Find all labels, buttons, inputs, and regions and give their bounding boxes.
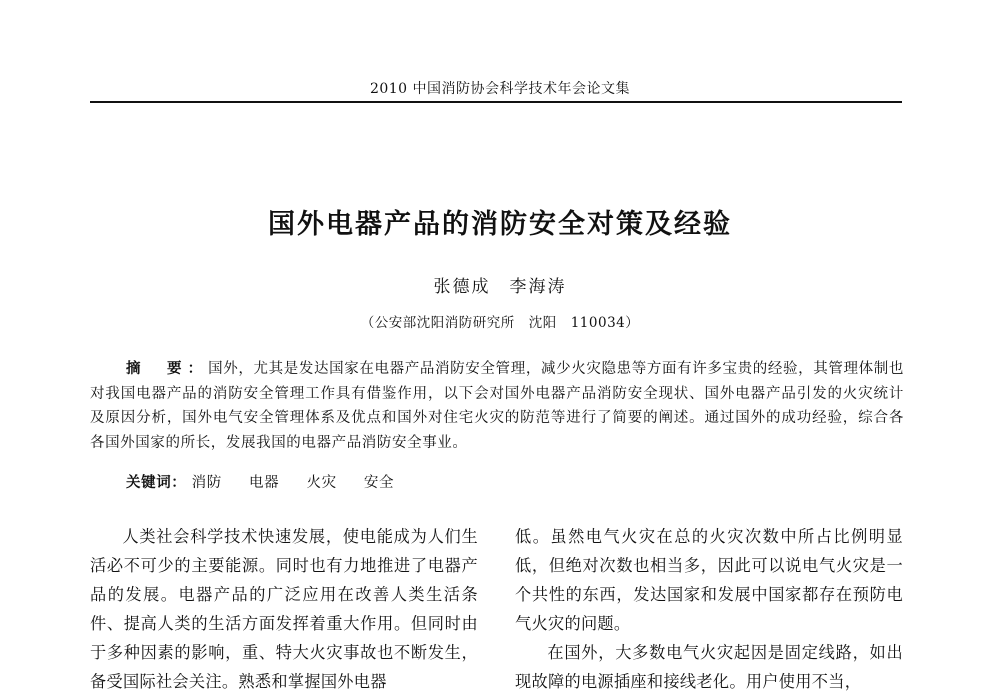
body-paragraph: 在国外，大多数电气火灾起因是固定线路，如出现故障的电源插座和接线老化。用户使用不当，	[515, 643, 903, 691]
paper-affiliation: （公安部沈阳消防研究所 沈阳 110034）	[360, 315, 640, 331]
abstract	[90, 357, 904, 455]
body-left-column	[90, 522, 478, 696]
abstract-label: 摘 要：	[126, 360, 209, 377]
keywords	[126, 471, 416, 492]
header-divider	[90, 101, 902, 103]
body-right-column	[515, 522, 903, 696]
keyword: 消防	[191, 475, 222, 491]
abstract-text: 国外，尤其是发达国家在电器产品消防安全管理，减少火灾隐患等方面有许多宝贵的经验，其管理体制也对我国电器产品的消防安全管理工作具有借鉴作用，以下会对国外电器产品消防安全现状、国外电器产品引发的火灾统计及原因分析，国外电气安全管理体系及优点和国外对住宅火灾的防范等进行了简要的阐述。通过国外的成功经验，综合各各国外国家的所长，发展我国的电器产品消防安全事业。	[90, 361, 904, 451]
running-header: 2010 中国消防协会科学技术年会论文集	[369, 81, 631, 97]
keywords-label: 关键词：	[126, 474, 187, 491]
body-paragraph: 人类社会科学技术快速发展，使电能成为人们生活必不可少的主要能源。同时也有力地推进了电器产品的发展。电器产品的广泛应用在改善人类生活条件、提高人类的生活方面发挥着重大作用。但同时由于多种因素的影响，重、特大火灾事故也不断发生，备受国际社会关注。熟悉和掌握国外电器	[90, 527, 478, 691]
keyword: 安全	[363, 475, 395, 491]
keyword: 电器	[249, 475, 280, 491]
paper-authors: 张德成 李海涛	[433, 277, 567, 297]
body-paragraph: 低。虽然电气火灾在总的火灾次数中所占比例明显低，但绝对次数也相当多，因此可以说电气火灾是一个共性的东西，发达国家和发展中国家都存在预防电气火灾的问题。	[515, 527, 903, 633]
paper-title: 国外电器产品的消防安全对策及经验	[268, 209, 732, 240]
keyword: 火灾	[306, 475, 337, 491]
